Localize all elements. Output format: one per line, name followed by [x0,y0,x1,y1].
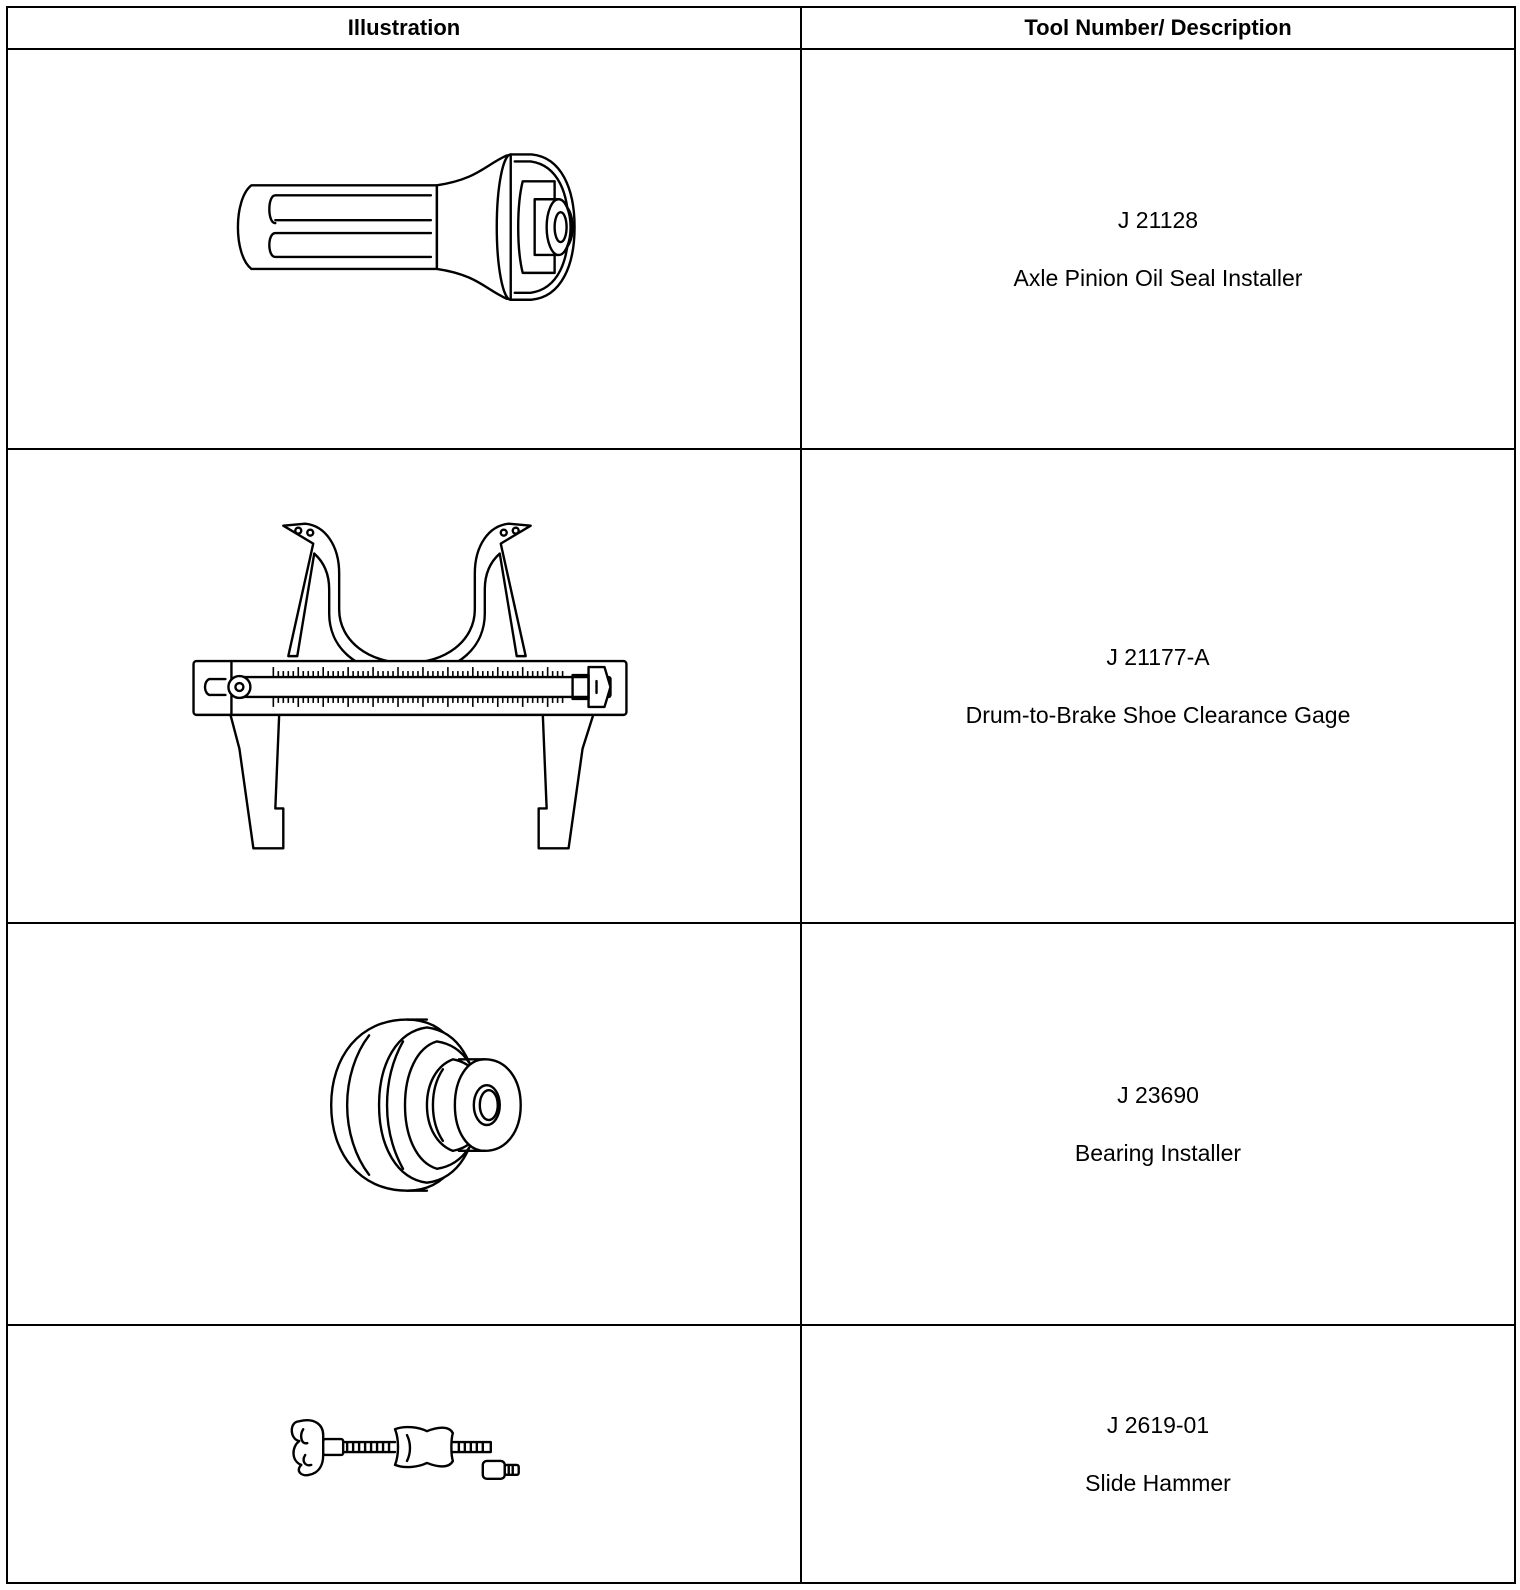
tool-name: Bearing Installer [1074,1139,1242,1166]
table-row [7,923,1515,1325]
tool-number: J 23690 [1117,1081,1199,1108]
oil-seal-installer-icon [8,50,800,448]
special-tools-table [6,6,1516,1584]
illustration-cell [7,49,801,449]
tool-number: J 21128 [1117,206,1199,233]
illustration-cell [7,449,801,923]
table-row [7,449,1515,923]
description-cell [801,449,1515,923]
table-row [7,1325,1515,1583]
tool-name: Axle Pinion Oil Seal Installer [1013,264,1303,291]
header-row [7,7,1515,49]
illustration-cell [7,1325,801,1583]
tool-number: J 2619-01 [1106,1411,1210,1438]
tool-name: Slide Hammer [1085,1469,1231,1496]
description-cell [801,923,1515,1325]
illustration-cell [7,923,801,1325]
tool-name: Drum-to-Brake Shoe Clearance Gage [965,701,1351,728]
slide-hammer-icon [8,1326,800,1582]
clearance-gage-icon [8,450,800,922]
description-cell [801,49,1515,449]
description-header: Tool Number/ Description [801,7,1515,49]
bearing-installer-icon [8,924,800,1324]
illustration-header: Illustration [7,7,801,49]
description-cell [801,1325,1515,1583]
table-row [7,49,1515,449]
tool-number: J 21177-A [1106,643,1210,670]
